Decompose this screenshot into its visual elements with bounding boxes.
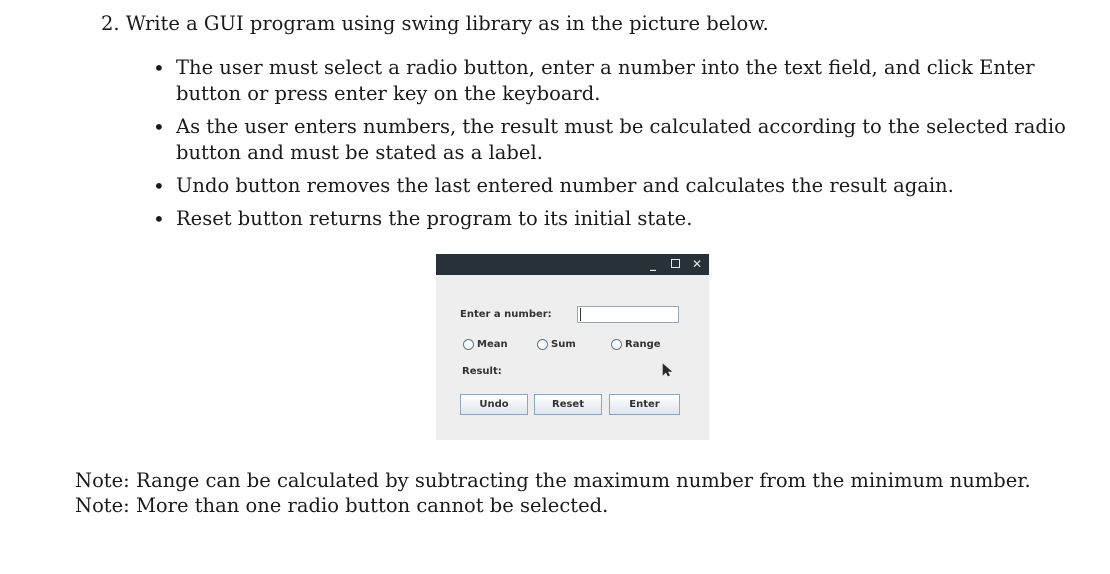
radio-range[interactable] — [611, 339, 661, 350]
radio-mean-label: Mean — [477, 339, 508, 350]
notes-section — [75, 468, 1031, 518]
undo-button[interactable]: Undo — [460, 394, 528, 415]
result-label: Result: — [462, 366, 502, 377]
radio-sum-label: Sum — [551, 339, 576, 350]
requirement-item: • Undo button removes the last entered number and calculates the result again. — [153, 173, 1073, 199]
note-radio: Note: More than one radio button cannot be selected. — [75, 494, 609, 517]
mouse-pointer-icon — [662, 363, 672, 377]
note-range: Note: Range can be calculated by subtracting the maximum number from the minimum number. — [75, 469, 1031, 492]
swing-app-window — [436, 254, 709, 440]
enter-number-label: Enter a number: — [460, 309, 552, 320]
enter-button[interactable]: Enter — [609, 394, 680, 415]
reset-button[interactable]: Reset — [534, 394, 602, 415]
radio-circle-icon[interactable] — [463, 339, 474, 350]
radio-sum[interactable] — [537, 339, 576, 350]
radio-circle-icon[interactable] — [537, 339, 548, 350]
radio-mean[interactable] — [463, 339, 508, 350]
requirement-item: • The user must select a radio button, enter a number into the text field, and click Enter button or press enter key on the keyboard. — [153, 55, 1073, 107]
requirement-item: • Reset button returns the program to its initial state. — [153, 206, 1073, 232]
close-icon[interactable]: ✕ — [691, 257, 703, 271]
window-titlebar — [436, 254, 709, 275]
text-caret — [580, 308, 581, 321]
number-input[interactable] — [577, 306, 679, 323]
question-heading: 2. Write a GUI program using swing library as in the picture below. — [101, 12, 769, 35]
requirements-list — [153, 55, 1073, 239]
maximize-icon[interactable] — [668, 256, 682, 272]
requirement-item: • As the user enters numbers, the result must be calculated according to the selected radio button and must be stated as a label. — [153, 114, 1073, 166]
minimize-icon[interactable]: _ — [650, 257, 656, 271]
radio-circle-icon[interactable] — [611, 339, 622, 350]
radio-range-label: Range — [625, 339, 661, 350]
